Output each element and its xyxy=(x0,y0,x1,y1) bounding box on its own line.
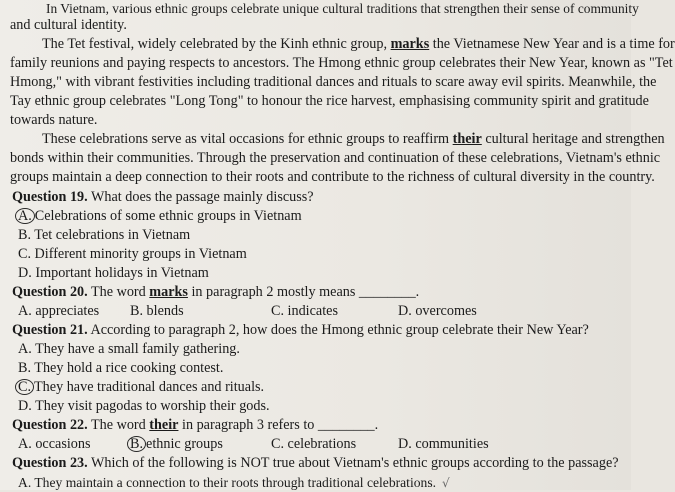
q21-option-d[interactable]: D. They visit pagodas to worship their gods. xyxy=(18,398,270,414)
q20-option-b[interactable]: B. blends xyxy=(130,303,184,319)
question-label: Question 21. xyxy=(12,322,88,338)
q19-option-b[interactable]: B. Tet celebrations in Vietnam xyxy=(18,227,191,243)
passage-line: These celebrations serve as vital occasions for ethnic groups to reaffirm their cultural heritage and strengthen xyxy=(42,131,665,147)
circled-answer: A. xyxy=(15,208,35,224)
highlighted-word-marks: marks xyxy=(390,36,430,52)
passage-line: and cultural identity. xyxy=(10,17,127,33)
q22-option-c[interactable]: C. celebrations xyxy=(271,436,357,452)
question-19 xyxy=(12,189,314,206)
question-text: in paragraph 2 mostly means ________. xyxy=(191,284,420,300)
check-mark-icon: √ xyxy=(442,476,450,490)
highlighted-word-their: their xyxy=(452,131,482,147)
question-22 xyxy=(12,417,378,434)
option-text: They have traditional dances and rituals. xyxy=(34,379,265,395)
passage-line: groups maintain a deep connection to their roots and contribute to the richness of cultural diversity in the country. xyxy=(10,169,655,185)
q19-option-d[interactable]: D. Important holidays in Vietnam xyxy=(18,265,209,281)
q20-option-c[interactable]: C. indicates xyxy=(271,303,338,319)
q22-option-b[interactable] xyxy=(130,436,223,453)
question-label: Question 23. xyxy=(12,455,88,471)
q22-option-a[interactable]: A. occasions xyxy=(18,436,91,452)
q23-option-a[interactable] xyxy=(18,474,450,492)
question-label: Question 20. xyxy=(12,284,88,300)
q22-option-d[interactable]: D. communities xyxy=(398,436,489,452)
passage-line: Hmong," with vibrant festivities including traditional dances and rituals to scare away evil spirits. Meanwhile, the xyxy=(10,74,657,90)
question-text: The word xyxy=(90,417,146,433)
q20-option-d[interactable]: D. overcomes xyxy=(398,303,477,319)
question-label: Question 19. xyxy=(12,189,88,205)
q21-option-b[interactable]: B. They hold a rice cooking contest. xyxy=(18,360,224,376)
option-text: A. They maintain a connection to their roots through traditional celebrations. xyxy=(18,475,437,490)
passage-line: bonds within their communities. Through the preservation and continuation of these celebrations, Vietnam's ethnic xyxy=(10,150,661,166)
passage-line: towards nature. xyxy=(10,112,98,128)
question-label: Question 22. xyxy=(12,417,88,433)
circled-answer: B. xyxy=(127,436,146,452)
passage-line: The Tet festival, widely celebrated by the Kinh ethnic group, marks the Vietnamese New Year and is a time for xyxy=(42,36,675,52)
question-23 xyxy=(12,455,619,472)
question-text: According to paragraph 2, how does the Hmong ethnic group celebrate their New Year? xyxy=(90,322,589,338)
option-text: ethnic groups xyxy=(146,436,223,452)
question-20 xyxy=(12,284,419,301)
question-text: What does the passage mainly discuss? xyxy=(90,189,314,205)
question-keyword: marks xyxy=(149,284,188,300)
circled-answer: C. xyxy=(15,379,34,395)
question-keyword: their xyxy=(149,417,179,433)
passage-line: family reunions and paying respects to ancestors. The Hmong ethnic group celebrates their New Year, known as "Tet xyxy=(10,55,673,71)
passage-line: Tay ethnic group celebrates "Long Tong" to honour the rice harvest, emphasising community spirit and gratitude xyxy=(10,93,649,109)
question-text: The word xyxy=(90,284,146,300)
q21-option-a[interactable]: A. They have a small family gathering. xyxy=(18,341,240,357)
q19-option-c[interactable]: C. Different minority groups in Vietnam xyxy=(18,246,247,262)
passage-line: In Vietnam, various ethnic groups celebrate unique cultural traditions that strengthen their sense of community xyxy=(46,1,639,16)
question-21 xyxy=(12,322,589,339)
q19-option-a[interactable] xyxy=(18,208,302,225)
q20-option-a[interactable]: A. appreciates xyxy=(18,303,100,319)
question-text: in paragraph 3 refers to ________. xyxy=(182,417,379,433)
q21-option-c[interactable] xyxy=(18,379,264,396)
question-text: Which of the following is NOT true about Vietnam's ethnic groups according to the passage? xyxy=(90,455,619,471)
option-text: Celebrations of some ethnic groups in Vietnam xyxy=(34,208,302,224)
